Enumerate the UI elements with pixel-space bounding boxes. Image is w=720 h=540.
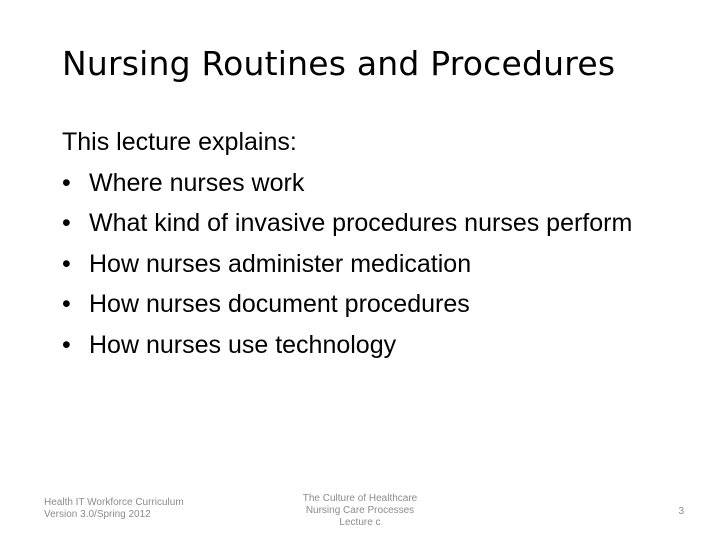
bullet-icon: • [62,249,71,278]
bullet-icon: • [62,209,71,237]
footer-lecture: Lecture c [339,517,381,528]
page-number: 3 [678,506,684,517]
bullet-icon: • [62,168,71,197]
list-item [62,244,632,285]
footer-curriculum-name: Health IT Workforce Curriculum [44,497,184,508]
slide-title: Nursing Routines and Procedures [62,44,616,83]
footer-course-title: The Culture of Healthcare [302,493,418,504]
intro-text: This lecture explains: [62,128,297,156]
slide-body [62,122,632,365]
list-item [62,163,632,204]
list-item [62,284,632,325]
bullet-list [62,163,632,366]
bullet-icon: • [62,290,71,318]
footer-curriculum [44,497,184,521]
bullet-text: Where nurses work [89,168,305,197]
bullet-text: How nurses use technology [89,330,397,359]
bullet-text: How nurses administer medication [89,249,472,278]
bullet-text: How nurses document procedures [89,290,470,318]
footer-course-info [240,493,480,529]
bullet-text: What kind of invasive procedures nurses perform [89,209,633,237]
list-item [62,325,632,366]
footer-unit-title: Nursing Care Processes [305,505,415,516]
list-item [62,203,632,244]
footer-version: Version 3.0/Spring 2012 [44,509,151,520]
bullet-icon: • [62,330,71,359]
